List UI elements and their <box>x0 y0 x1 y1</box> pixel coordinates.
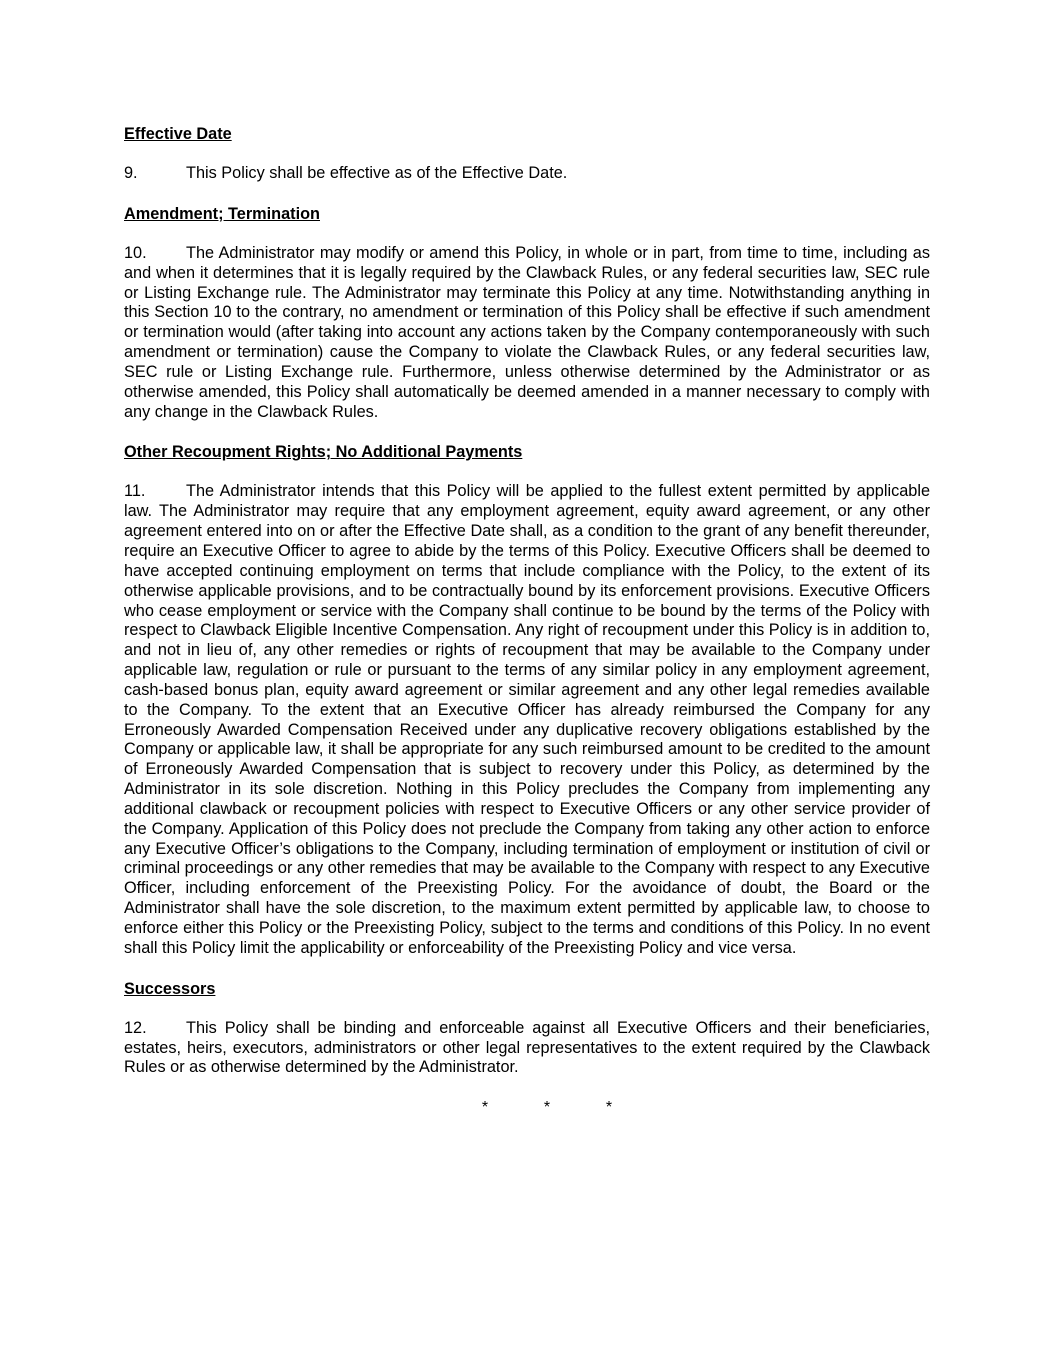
section-paragraph-9 <box>124 164 930 184</box>
section-paragraph-12 <box>124 1019 930 1079</box>
paragraph-number: 9. <box>124 164 138 182</box>
paragraph-text: This Policy shall be binding and enforceable against all Executive Officers and their beneficiaries, estates, heirs, executors, administrators or other legal representatives to the extent required by the Clawback Rules or as otherwise determined by the Administrator. <box>124 1018 930 1077</box>
section-paragraph-10 <box>124 244 930 423</box>
paragraph-number: 11. <box>124 482 146 501</box>
paragraph-text: The Administrator intends that this Policy will be applied to the fullest extent permitted by applicable law. The Administrator may require that any employment agreement, equity award agreement, or any other agreement entered into on or after the Effective Date shall, as a condition to the grant of any benefit thereunder, require an Executive Officer to agree to abide by the terms of this Policy. Executive Officers shall be deemed to have accepted continuing employment on terms that include compliance with the Policy, to the extent of its otherwise applicable provisions, and to be contractually bound by its enforcement provisions. Executive Officers who cease employment or service with the Company shall continue to be bound by the terms of the Policy with respect to Clawback Eligible Incentive Compensation. Any right of recoupment under this Policy is in addition to, and not in lieu of, any other remedies or rights of recoupment that may be available to the Company under applicable law, regulation or rule or pursuant to the terms of any similar policy in any employment agreement, cash-based bonus plan, equity award agreement or similar agreement and any other legal remedies available to the Company. To the extent that an Executive Officer has already reimbursed the Company for any Erroneously Awarded Compensation Received under any duplicative recovery obligations established by the Company or applicable law, it shall be appropriate for any such reimbursed amount to be credited to the amount of Erroneously Awarded Compensation that is subject to recovery under this Policy, as determined by the Administrator in its sole discretion. Nothing in this Policy precludes the Company from implementing any additional clawback or recoupment policies with respect to Executive Officers or any other service provider of the Company. Application of this Policy does not preclude the Company from taking any other action to enforce any Executive Officer’s obligations to the Company, including termination of employment or institution of civil or criminal proceedings or any other remedies that may be available to the Company with respect to any Executive Officer, including enforcement of the Preexisting Policy. For the avoidance of doubt, the Board or the Administrator shall have the sole discretion, to the maximum extent permitted by applicable law, to choose to enforce either this Policy or the Preexisting Policy, subject to the terms and conditions of this Policy. In no event shall this Policy limit the applicability or enforceability of the Preexisting Policy and vice versa. <box>124 482 930 957</box>
paragraph-text: The Administrator may modify or amend this Policy, in whole or in part, from time to time, including as and when it determines that it is legally required by the Clawback Rules, or any federal securities law, SEC rule or Listing Exchange rule. The Administrator may terminate this Policy at any time. Notwithstanding anything in this Section 10 to the contrary, no amendment or termination of this Policy shall be effective if such amendment or termination would (after taking into account any actions taken by the Company contemporaneously with such amendment or termination) cause the Company to violate the Clawback Rules, or any federal securities law, SEC rule or Listing Exchange rule. Furthermore, unless otherwise determined by the Administrator or as otherwise amended, this Policy shall automatically be deemed amended in a manner necessary to comply with any change in the Clawback Rules. <box>124 243 930 421</box>
section-heading-amendment-termination: Amendment; Termination <box>124 204 320 223</box>
section-heading-other-recoupment-rights: Other Recoupment Rights; No Additional Payments <box>124 443 523 462</box>
section-paragraph-11 <box>124 482 930 958</box>
section-heading-successors: Successors <box>124 979 216 998</box>
paragraph-number: 10. <box>124 243 147 262</box>
paragraph-text: This Policy shall be effective as of the Effective Date. <box>186 164 568 182</box>
end-mark: * <box>543 1099 551 1117</box>
document-page <box>124 124 930 1118</box>
section-heading-effective-date: Effective Date <box>124 125 232 143</box>
end-mark: * <box>605 1099 613 1117</box>
end-of-document-marks <box>124 1098 930 1118</box>
paragraph-number: 12. <box>124 1018 147 1037</box>
end-mark: * <box>481 1099 489 1117</box>
